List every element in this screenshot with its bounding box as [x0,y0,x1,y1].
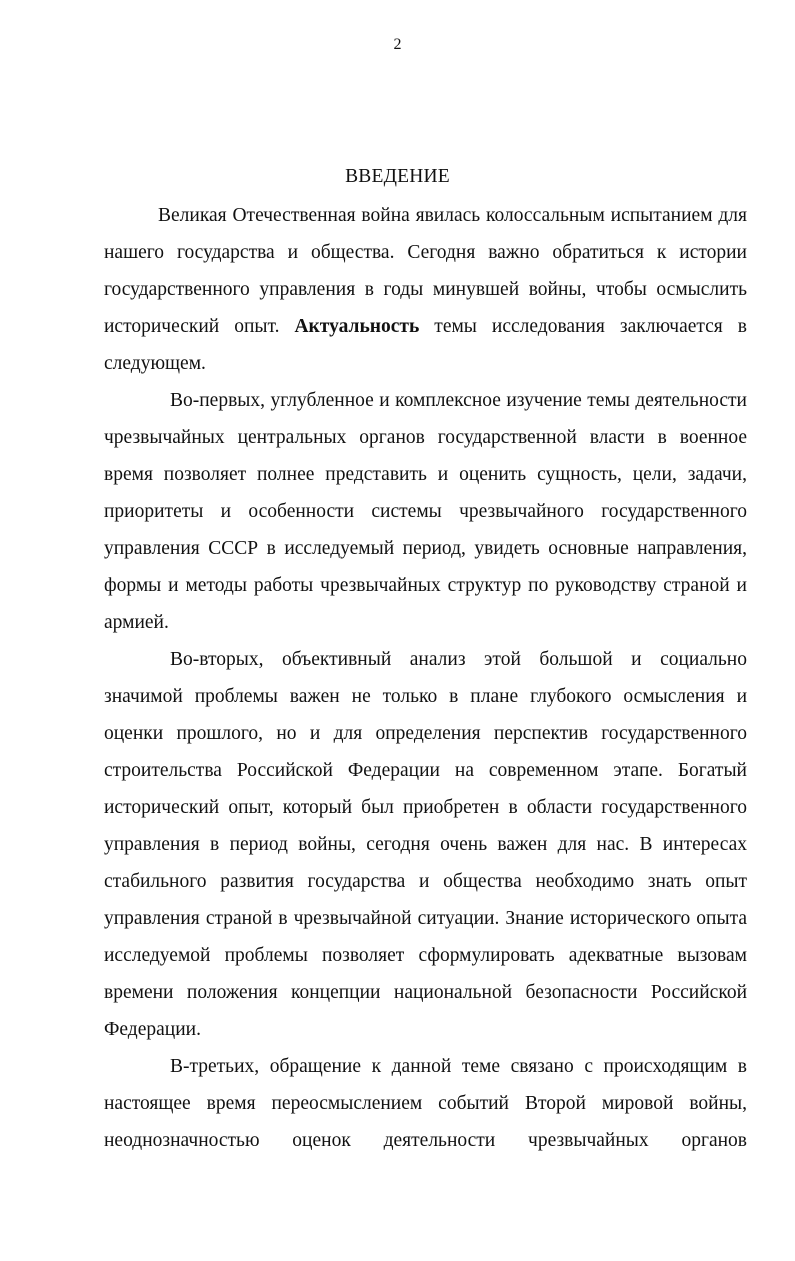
paragraph-3-line: значимой проблемы важен не только в плане глубокого осмысления и [104,686,747,707]
paragraph-2-line: формы и методы работы чрезвычайных структур по руководству страной и [104,575,747,596]
paragraph-1-line: государственного управления в годы минувшей войны, чтобы осмыслить [104,279,747,300]
paragraph-3-line: исторический опыт, который был приобретен в области государственного [104,797,747,818]
paragraph-3-line: Федерации. [104,1019,201,1040]
paragraph-3-line: Во-вторых, объективный анализ этой большой и социально [170,649,747,670]
page-number: 2 [393,36,402,53]
text-run: темы исследования заключается в [419,316,747,337]
paragraph-1-line: Великая Отечественная война явилась колоссальным испытанием для [158,205,747,226]
paragraph-2-line: управления СССР в исследуемый период, увидеть основные направления, [104,538,747,559]
text-run: исторический опыт. [104,316,295,337]
paragraph-2-line: армией. [104,612,169,633]
paragraph-2-line: время позволяет полнее представить и оценить сущность, цели, задачи, [104,464,747,485]
paragraph-3-line: стабильного развития государства и общества необходимо знать опыт [104,871,747,892]
paragraph-1-line [104,315,747,339]
paragraph-3-line: исследуемой проблемы позволяет сформулировать адекватные вызовам [104,945,747,966]
section-heading: ВВЕДЕНИЕ [345,166,450,187]
paragraph-3-line: управления в период войны, сегодня очень важен для нас. В интересах [104,834,747,855]
paragraph-3-line: управления страной в чрезвычайной ситуации. Знание исторического опыта [104,908,747,929]
paragraph-4-line: В-третьих, обращение к данной теме связано с происходящим в [170,1056,747,1077]
paragraph-3-line: строительства Российской Федерации на современном этапе. Богатый [104,760,747,781]
keyword-actuality: Актуальность [294,316,420,337]
paragraph-2-line: чрезвычайных центральных органов государственной власти в военное [104,427,747,448]
paragraph-2-line: Во-первых, углубленное и комплексное изучение темы деятельности [170,390,747,411]
paragraph-2-line: приоритеты и особенности системы чрезвычайного государственного [104,501,747,522]
paragraph-1-line: нашего государства и общества. Сегодня важно обратиться к истории [104,242,747,263]
paragraph-3-line: времени положения концепции национальной безопасности Российской [104,982,747,1003]
paragraph-4-line: настоящее время переосмыслением событий Второй мировой войны, [104,1093,747,1114]
paragraph-1-line: следующем. [104,353,206,374]
paragraph-4-line: неоднозначностью оценок деятельности чрезвычайных органов [104,1130,747,1151]
paragraph-3-line: оценки прошлого, но и для определения перспектив государственного [104,723,747,744]
